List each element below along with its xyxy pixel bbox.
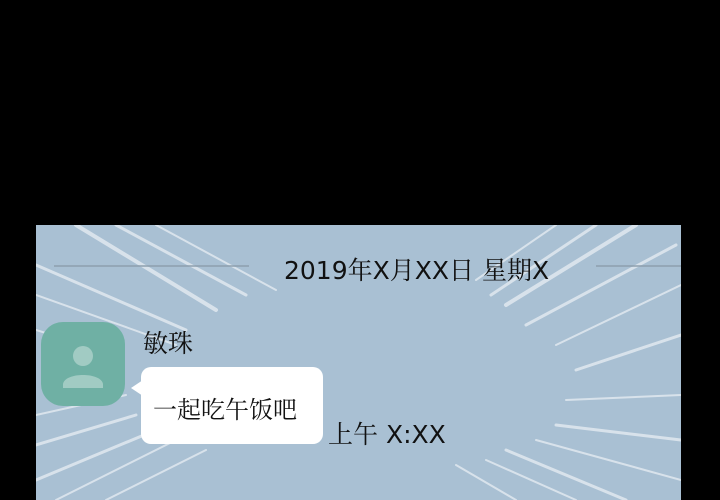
message-text: 一起吃午饭吧 bbox=[153, 396, 297, 424]
user-silhouette-icon bbox=[41, 322, 125, 406]
avatar[interactable] bbox=[41, 322, 125, 406]
date-stamp: 2019年X月XX日 星期X bbox=[284, 256, 550, 285]
message-time: 上午 X:XX bbox=[328, 420, 446, 449]
chat-panel bbox=[36, 225, 681, 500]
date-divider-left bbox=[54, 265, 249, 267]
sender-name: 敏珠 bbox=[143, 329, 194, 358]
message-bubble[interactable] bbox=[141, 367, 323, 444]
date-divider-right bbox=[596, 265, 681, 267]
